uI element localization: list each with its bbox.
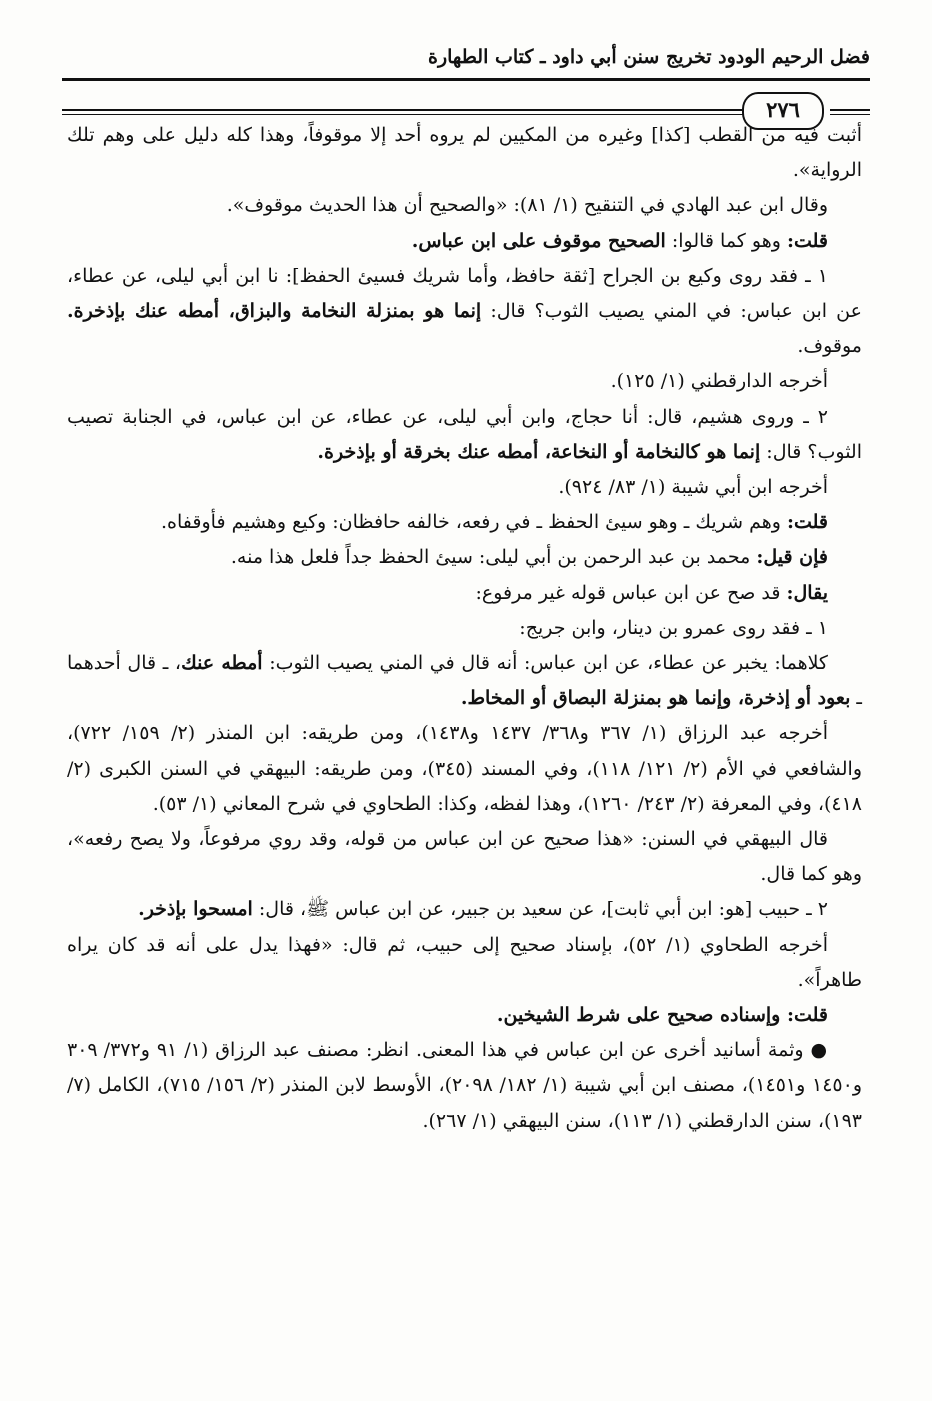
paragraph xyxy=(67,716,862,822)
paragraph xyxy=(67,928,862,998)
page-body xyxy=(67,118,862,1139)
paragraph xyxy=(67,364,862,399)
bold-text: أمطه عنك xyxy=(181,652,263,675)
text-run: وقال ابن عبد الهادي في التنقيح (١/ ٨١): «والصحيح أن هذا الحديث موقوف». xyxy=(226,194,828,217)
bold-text: إنما هو بمنزلة النخامة والبزاق، أمطه عنك بإذخرة. xyxy=(67,300,482,323)
ornament-line xyxy=(62,109,754,111)
paragraph xyxy=(67,892,862,927)
ornament-line xyxy=(830,114,870,115)
text-run: ٢ ـ وروى هشيم، قال: أنا حجاج، وابن أبي ليلى، عن عطاء، عن ابن عباس، في الجنابة تصيب الثوب؟ قال: xyxy=(67,405,862,463)
page-header xyxy=(62,40,870,122)
text-run: ، ـ قال أحدهما ـ xyxy=(67,652,862,710)
paragraph xyxy=(67,470,862,505)
text-run: وهو كما قالوا: xyxy=(665,229,787,252)
text-run: كلاهما: يخبر عن عطاء، عن ابن عباس: أنه قال في المني يصيب الثوب: xyxy=(262,652,828,675)
paragraph xyxy=(67,400,862,470)
text-run: أثبت فيه من القطب [كذا] وغيره من المكيين لم يروه أحد إلا موقوفاً، وهذا كله دليل على وهم تلك الرواية». xyxy=(67,124,862,182)
paragraph xyxy=(67,505,862,540)
text-run: قال البيهقي في السنن: «هذا صحيح عن ابن عباس من قوله، وقد روي مرفوعاً، ولا يصح رفعه»، وهو كما قال. xyxy=(67,828,862,886)
bold-text: قلت: xyxy=(786,1004,828,1027)
paragraph xyxy=(67,576,862,611)
text-run: وهم شريك ـ وهو سيئ الحفظ ـ في رفعه، خالفه حافظان: وكيع وهشيم فأوقفاه. xyxy=(161,511,787,534)
paragraph xyxy=(67,998,862,1033)
text-run: ١ ـ فقد روى وكيع بن الجراح [ثقة حافظ، وأما شريك فسيئ الحفظ]: نا ابن أبي ليلى، عن عطاء، عن ابن عباس: في المني يصيب الثوب؟ قال: xyxy=(67,264,862,323)
paragraph xyxy=(67,822,862,892)
text-run: محمد بن عبد الرحمن بن أبي ليلى: سيئ الحفظ جداً فلعل هذا منه. xyxy=(230,546,757,569)
paragraph xyxy=(67,540,862,575)
text-run: أخرجه الدارقطني (١/ ١٢٥). xyxy=(610,370,828,393)
paragraph xyxy=(67,224,862,259)
paragraph xyxy=(67,118,862,188)
bold-text: يقال: xyxy=(786,581,828,604)
paragraph xyxy=(67,1033,862,1139)
paragraph xyxy=(67,259,862,365)
bold-text: إنما هو كالنخامة أو النخاعة، أمطه عنك بخرقة أو بإذخرة. xyxy=(317,440,761,463)
bold-text: فإن قيل: xyxy=(756,546,828,569)
text-run: ● وثمة أسانيد أخرى عن ابن عباس في هذا المعنى. انظر: مصنف عبد الرزاق (١/ ٩١ و٣٧٢/ ٣٠٩ و١٤٥٠ و١٤٥١)، مصنف ابن أبي شيبة (١/ ١٨٢/ ٢٠٩٨)، الأوسط لابن المنذر (٢/ ١٥٦/ ٧١٥)، الكامل (٧/ ١٩٣)، سنن الدارقطني (١/ ١١٣)، سنن البيهقي (١/ ٢٦٧). xyxy=(67,1039,862,1132)
paragraph xyxy=(67,646,862,716)
text-run: أخرجه الطحاوي (١/ ٥٢)، بإسناد صحيح إلى حبيب، ثم قال: «فهذا يدل على أنه قد كان يراه طاهراً». xyxy=(67,933,862,991)
running-title: فضل الرحيم الودود تخريج سنن أبي داود ـ كتاب الطهارة xyxy=(428,46,870,68)
text-run: موقوف. xyxy=(797,335,862,358)
bold-text: وإسناده صحيح على شرط الشيخين. xyxy=(496,1004,787,1027)
bold-text: امسحوا بإذخر. xyxy=(138,898,253,921)
bold-text: الصحيح موقوف على ابن عباس. xyxy=(411,229,666,252)
text-run: أخرجه ابن أبي شيبة (١/ ٨٣/ ٩٢٤). xyxy=(558,476,828,499)
bold-text: بعود أو إذخرة، وإنما هو بمنزلة البصاق أو المخاط. xyxy=(460,687,851,710)
paragraph xyxy=(67,188,862,223)
text-run: أخرجه عبد الرزاق (١/ ٣٦٧ و٣٦٨/ ١٤٣٧ و١٤٣٨)، ومن طريقه: ابن المنذر (٢/ ١٥٩/ ٧٢٢)، والشافعي في الأم (٢/ ١٢١/ ١١٨)، وفي المسند (٣٤٥)، ومن طريقه: البيهقي في السنن الكبرى (٢/ ٤١٨)، وفي المعرفة (٢/ ٢٤٣/ ١٢٦٠)، وهذا لفظه، وكذا: الطحاوي في شرح المعاني (١/ ٥٣). xyxy=(67,722,862,815)
text-run: ٢ ـ حبيب [هو: ابن أبي ثابت]، عن سعيد بن جبير، عن ابن عباس ﷺ، قال: xyxy=(252,898,828,921)
text-run: ١ ـ فقد روى عمرو بن دينار، وابن جريج: xyxy=(519,616,828,639)
header-rule xyxy=(62,78,870,81)
ornament-line xyxy=(62,114,754,115)
text-run: قد صح عن ابن عباس قوله غير مرفوع: xyxy=(475,581,787,604)
page-number: ٢٧٦ xyxy=(742,92,824,130)
ornament-line xyxy=(830,109,870,111)
bold-text: قلت: xyxy=(786,229,828,252)
paragraph xyxy=(67,611,862,646)
bold-text: قلت: xyxy=(786,511,828,534)
